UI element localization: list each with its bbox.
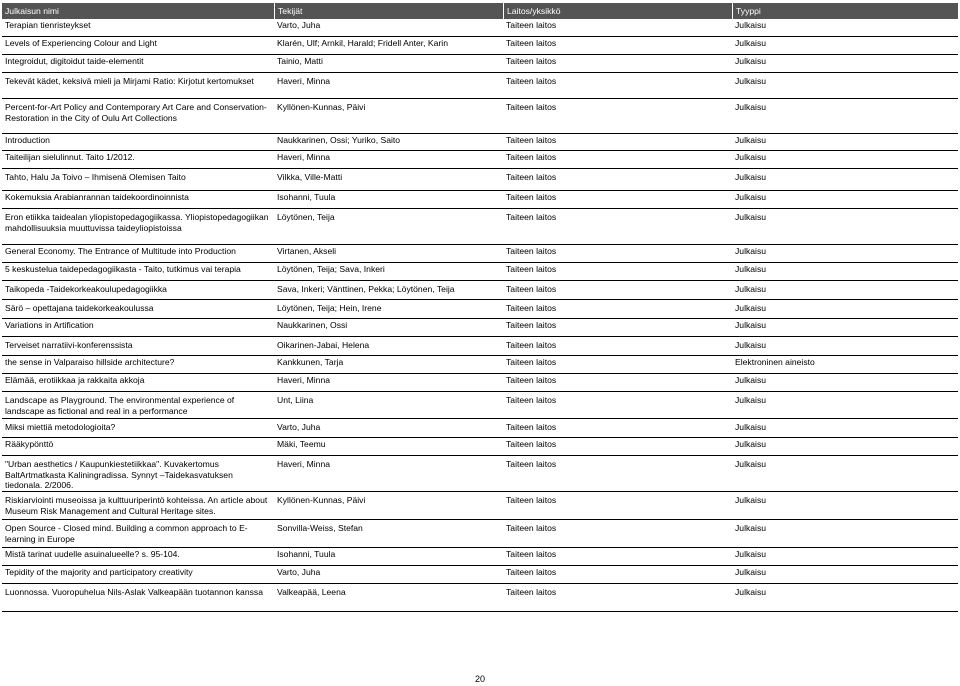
table-row	[2, 300, 958, 319]
row-title: Eron etiikka taidealan yliopistopedagogiikassa. Yliopistopedagogiikan mahdollisuuksia muuttuvissa taideyliopistoissa	[2, 209, 274, 245]
table-body	[2, 19, 958, 612]
row-title: Introduction	[2, 134, 274, 151]
table-row	[2, 566, 958, 584]
header-title: Julkaisun nimi	[2, 3, 274, 19]
row-authors: Vilkka, Ville-Matti	[274, 169, 503, 191]
row-type: Julkaisu	[732, 209, 958, 245]
row-type: Julkaisu	[732, 492, 958, 520]
row-department: Taiteen laitos	[503, 191, 732, 209]
row-department: Taiteen laitos	[503, 263, 732, 281]
row-authors: Unt, Liina	[274, 392, 503, 419]
row-type: Julkaisu	[732, 191, 958, 209]
row-title: Open Source - Closed mind. Building a common approach to E-learning in Europe	[2, 520, 274, 548]
row-type: Julkaisu	[732, 281, 958, 300]
row-type: Julkaisu	[732, 263, 958, 281]
row-department: Taiteen laitos	[503, 456, 732, 492]
table-row	[2, 169, 958, 191]
row-type: Julkaisu	[732, 337, 958, 356]
row-title: Terapian tienristeykset	[2, 19, 274, 37]
row-authors: Tainio, Matti	[274, 55, 503, 73]
row-authors: Varto, Juha	[274, 19, 503, 37]
row-type: Julkaisu	[732, 392, 958, 419]
row-title: Terveiset narratiivi-konferenssista	[2, 337, 274, 356]
row-department: Taiteen laitos	[503, 438, 732, 456]
row-title: Percent-for-Art Policy and Contemporary Art Care and Conservation-Restoration in the City of Oulu Art Collections	[2, 99, 274, 134]
row-authors: Klarén, Ulf; Arnkil, Harald; Fridell Anter, Karin	[274, 37, 503, 55]
row-department: Taiteen laitos	[503, 19, 732, 37]
row-department: Taiteen laitos	[503, 37, 732, 55]
row-authors: Naukkarinen, Ossi; Yuriko, Saito	[274, 134, 503, 151]
row-title: Levels of Experiencing Colour and Light	[2, 37, 274, 55]
row-type: Julkaisu	[732, 169, 958, 191]
row-department: Taiteen laitos	[503, 374, 732, 392]
row-title: Elämää, erotiikkaa ja rakkaita akkoja	[2, 374, 274, 392]
row-authors: Oikarinen-Jabai, Helena	[274, 337, 503, 356]
row-title: Särö – opettajana taidekorkeakoulussa	[2, 300, 274, 319]
row-department: Taiteen laitos	[503, 548, 732, 566]
row-type: Julkaisu	[732, 584, 958, 612]
row-authors: Haveri, Minna	[274, 374, 503, 392]
row-authors: Kyllönen-Kunnas, Päivi	[274, 492, 503, 520]
row-title: Tekevät kädet, keksivä mieli ja Mirjami Ratio: Kirjotut kertomukset	[2, 73, 274, 99]
row-type: Julkaisu	[732, 73, 958, 99]
row-type: Julkaisu	[732, 548, 958, 566]
row-title: Taiteilijan sielulinnut. Taito 1/2012.	[2, 151, 274, 169]
row-type: Julkaisu	[732, 55, 958, 73]
row-authors: Naukkarinen, Ossi	[274, 319, 503, 337]
row-authors: Mäki, Teemu	[274, 438, 503, 456]
row-authors: Löytönen, Teija; Hein, Irene	[274, 300, 503, 319]
row-title: Taikopeda -Taidekorkeakoulupedagogiikka	[2, 281, 274, 300]
row-title: "Urban aesthetics / Kaupunkiestetiikkaa". Kuvakertomus BaltArtmatkasta Kaliningradissa. Synnyt –Taidekasvatuksen tiedonala. 2/2006.	[2, 456, 274, 492]
row-authors: Virtanen, Akseli	[274, 245, 503, 263]
table-row	[2, 584, 958, 612]
row-title: Mistä tarinat uudelle asuinalueelle? s. 95-104.	[2, 548, 274, 566]
table-row	[2, 134, 958, 151]
row-title: the sense in Valparaiso hillside architecture?	[2, 356, 274, 374]
table-row	[2, 456, 958, 492]
row-title: Kokemuksia Arabianrannan taidekoordinoinnista	[2, 191, 274, 209]
row-department: Taiteen laitos	[503, 492, 732, 520]
row-department: Taiteen laitos	[503, 566, 732, 584]
row-department: Taiteen laitos	[503, 245, 732, 263]
row-type: Elektroninen aineisto	[732, 356, 958, 374]
row-type: Julkaisu	[732, 245, 958, 263]
table-row	[2, 492, 958, 520]
row-type: Julkaisu	[732, 134, 958, 151]
row-authors: Valkeapää, Leena	[274, 584, 503, 612]
row-type: Julkaisu	[732, 319, 958, 337]
row-department: Taiteen laitos	[503, 209, 732, 245]
table-row	[2, 319, 958, 337]
table-row	[2, 281, 958, 300]
row-authors: Sonvilla-Weiss, Stefan	[274, 520, 503, 548]
header-type: Tyyppi	[732, 3, 958, 19]
table-row	[2, 356, 958, 374]
row-department: Taiteen laitos	[503, 73, 732, 99]
row-authors: Isohanni, Tuula	[274, 191, 503, 209]
row-department: Taiteen laitos	[503, 134, 732, 151]
row-department: Taiteen laitos	[503, 319, 732, 337]
row-authors: Löytönen, Teija; Sava, Inkeri	[274, 263, 503, 281]
row-title: Luonnossa. Vuoropuhelua Nils-Aslak Valkeapään tuotannon kanssa	[2, 584, 274, 612]
table-row	[2, 337, 958, 356]
table-row	[2, 520, 958, 548]
row-type: Julkaisu	[732, 456, 958, 492]
table-row	[2, 99, 958, 134]
row-title: 5 keskustelua taidepedagogiikasta - Taito, tutkimus vai terapia	[2, 263, 274, 281]
row-department: Taiteen laitos	[503, 419, 732, 438]
row-type: Julkaisu	[732, 566, 958, 584]
row-title: Tahto, Halu Ja Toivo – Ihmisenä Olemisen Taito	[2, 169, 274, 191]
row-department: Taiteen laitos	[503, 55, 732, 73]
row-department: Taiteen laitos	[503, 584, 732, 612]
table-row	[2, 19, 958, 37]
table-row	[2, 263, 958, 281]
header-department: Laitos/yksikkö	[503, 3, 732, 19]
table-row	[2, 245, 958, 263]
row-department: Taiteen laitos	[503, 99, 732, 134]
row-authors: Löytönen, Teija	[274, 209, 503, 245]
row-authors: Haveri, Minna	[274, 456, 503, 492]
table-row	[2, 374, 958, 392]
table-row	[2, 209, 958, 245]
row-authors: Isohanni, Tuula	[274, 548, 503, 566]
table-row	[2, 191, 958, 209]
row-title: Miksi miettiä metodologioita?	[2, 419, 274, 438]
table-header-row	[2, 3, 958, 19]
table-row	[2, 419, 958, 438]
row-title: Riskiarviointi museoissa ja kulttuuriperintö kohteissa. An article about Museum Risk Management and Cultural Heritage sites.	[2, 492, 274, 520]
row-department: Taiteen laitos	[503, 281, 732, 300]
table-row	[2, 392, 958, 419]
row-department: Taiteen laitos	[503, 337, 732, 356]
row-department: Taiteen laitos	[503, 151, 732, 169]
table-row	[2, 73, 958, 99]
row-type: Julkaisu	[732, 520, 958, 548]
row-department: Taiteen laitos	[503, 520, 732, 548]
row-type: Julkaisu	[732, 99, 958, 134]
row-department: Taiteen laitos	[503, 300, 732, 319]
row-authors: Varto, Juha	[274, 419, 503, 438]
row-department: Taiteen laitos	[503, 169, 732, 191]
table-row	[2, 438, 958, 456]
table-row	[2, 55, 958, 73]
row-authors: Haveri, Minna	[274, 73, 503, 99]
row-title: Landscape as Playground. The environmental experience of landscape as fictional and real in a performance	[2, 392, 274, 419]
row-type: Julkaisu	[732, 300, 958, 319]
row-title: Tepidity of the majority and participatory creativity	[2, 566, 274, 584]
row-title: Integroidut, digitoidut taide-elementit	[2, 55, 274, 73]
row-title: General Economy. The Entrance of Multitude into Production	[2, 245, 274, 263]
row-authors: Kankkunen, Tarja	[274, 356, 503, 374]
row-type: Julkaisu	[732, 438, 958, 456]
row-type: Julkaisu	[732, 374, 958, 392]
table-row	[2, 151, 958, 169]
table-row	[2, 37, 958, 55]
publications-table	[2, 3, 958, 612]
table-row	[2, 548, 958, 566]
page-number: 20	[474, 674, 485, 684]
row-type: Julkaisu	[732, 19, 958, 37]
row-title: Rääkypönttö	[2, 438, 274, 456]
row-type: Julkaisu	[732, 151, 958, 169]
row-authors: Kyllönen-Kunnas, Päivi	[274, 99, 503, 134]
header-authors: Tekijät	[274, 3, 503, 19]
row-authors: Haveri, Minna	[274, 151, 503, 169]
row-type: Julkaisu	[732, 419, 958, 438]
row-department: Taiteen laitos	[503, 392, 732, 419]
row-type: Julkaisu	[732, 37, 958, 55]
row-title: Variations in Artification	[2, 319, 274, 337]
row-authors: Sava, Inkeri; Vänttinen, Pekka; Löytönen, Teija	[274, 281, 503, 300]
row-department: Taiteen laitos	[503, 356, 732, 374]
row-authors: Varto, Juha	[274, 566, 503, 584]
